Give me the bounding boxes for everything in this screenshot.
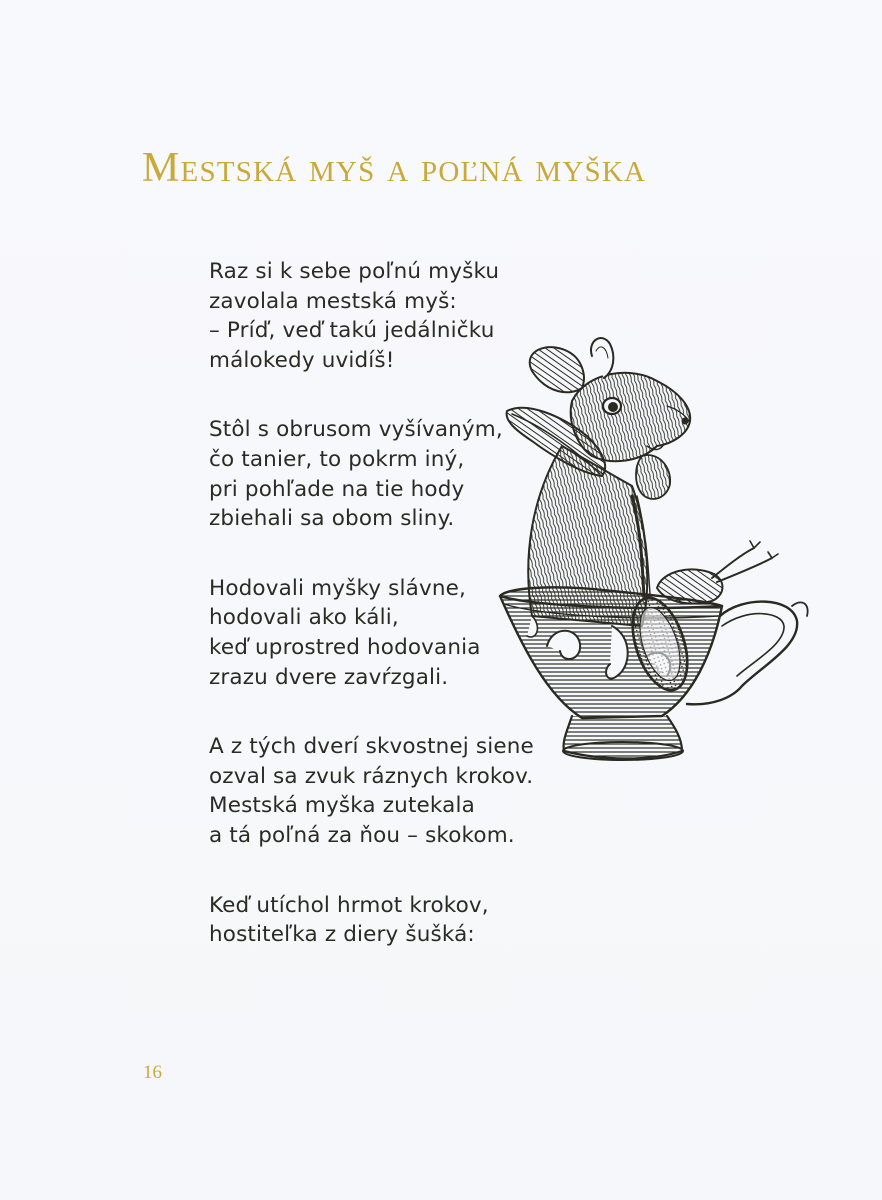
poem-line: zbiehali sa obom sliny. [209,506,455,532]
poem-line: čo tanier, to pokrm iný, [209,446,465,472]
stanza-2 [209,415,534,533]
poem-line: málokedy uvidíš! [209,347,395,373]
poem-line: Stôl s obrusom vyšívaným, [209,417,503,443]
poem-line: Hodovali myšky slávne, [209,575,466,601]
poem-line: A z tých dverí skvostnej siene [209,734,534,760]
poem-line: Keď utíchol hrmot krokov, [209,892,489,918]
poem-line: Mestská myška zutekala [209,793,475,819]
poem-title: Mestská myš a poľná myška [142,145,647,191]
stanza-5 [209,891,534,950]
poem-line: Raz si k sebe poľnú myšku [209,259,500,284]
stanza-4 [209,732,534,850]
stanza-3 [209,574,534,692]
mouse-in-teacup-illustration [492,326,817,778]
poem-line: – Príď, veď takú jedálničku [209,318,495,344]
poem-line: ozval sa zvuk ráznych krokov. [209,763,534,789]
poem-line: a tá poľná za ňou – skokom. [209,822,515,848]
poem-line: zrazu dvere zavŕzgali. [209,664,449,690]
poem-line: pri pohľade na tie hody [209,476,465,502]
poem-line: hostiteľka z diery šušká: [209,922,475,948]
poem-body [209,257,534,990]
poem-line: hodovali ako káli, [209,605,399,631]
poem-line: keď uprostred hodovania [209,634,481,660]
radish [657,541,778,603]
stanza-1 [209,257,534,375]
poem-line: zavolala mestská myš: [209,288,457,314]
page-number: 16 [143,1062,162,1083]
